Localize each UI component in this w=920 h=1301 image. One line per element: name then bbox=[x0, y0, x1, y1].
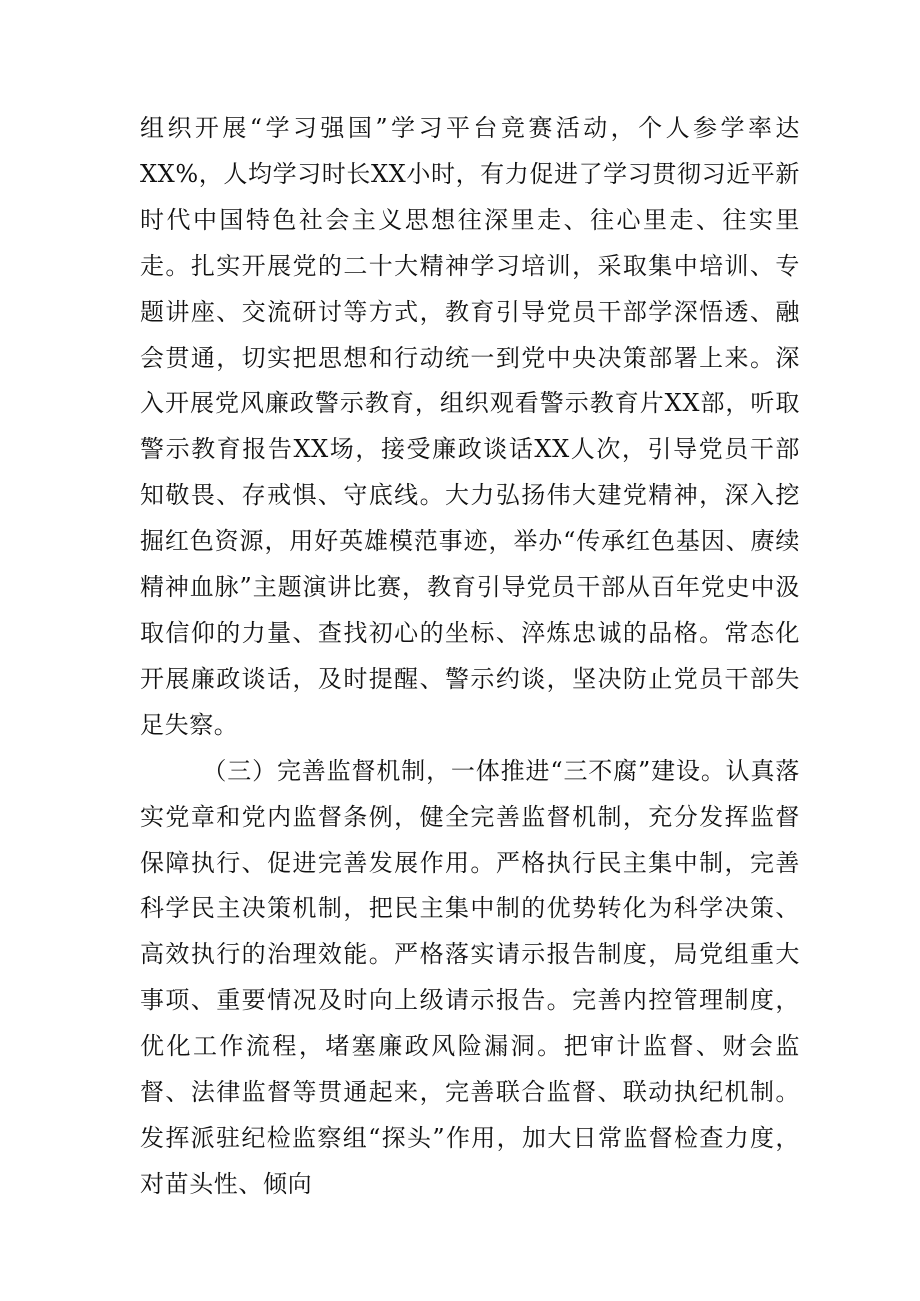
paragraph-section-three: （三）完善监督机制，一体推进“三不腐”建设。认真落实党章和党内监督条例，健全完善监督机制，充分发挥监督保障执行、促进完善发展作用。严格执行民主集中制，完善科学民主决策机制，把民主集中制的优势转化为科学决策、高效执行的治理效能。严格落实请示报告制度，局党组重大事项、重要情况及时向上级请示报告。完善内控管理制度，优化工作流程，堵塞廉政风险漏洞。把审计监督、财会监督、法律监督等贯通起来，完善联合监督、联动执纪机制。发挥派驻纪检监察组“探头”作用，加大日常监督检查力度，对苗头性、倾向 bbox=[140, 756, 800, 1198]
paragraph-continuation: 组织开展“学习强国”学习平台竞赛活动，个人参学率达XX%，人均学习时长XX小时，有力促进了学习贯彻习近平新时代中国特色社会主义思想往深里走、往心里走、往实里走。扎实开展党的二十大精神学习培训，采取集中培训、专题讲座、交流研讨等方式，教育引导党员干部学深悟透、融会贯通，切实把思想和行动统一到党中央决策部署上来。深入开展党风廉政警示教育，组织观看警示教育片XX部，听取警示教育报告XX场，接受廉政谈话XX人次，引导党员干部知敬畏、存戒惧、守底线。大力弘扬伟大建党精神，深入挖掘红色资源，用好英雄模范事迹，举办“传承红色基因、赓续精神血脉”主题演讲比赛，教育引导党员干部从百年党史中汲取信仰的力量、查找初心的坐标、淬炼忠诚的品格。常态化开展廉政谈话，及时提醒、警示约谈，坚决防止党员干部失足失察。 bbox=[140, 114, 800, 739]
document-body bbox=[140, 106, 800, 1208]
